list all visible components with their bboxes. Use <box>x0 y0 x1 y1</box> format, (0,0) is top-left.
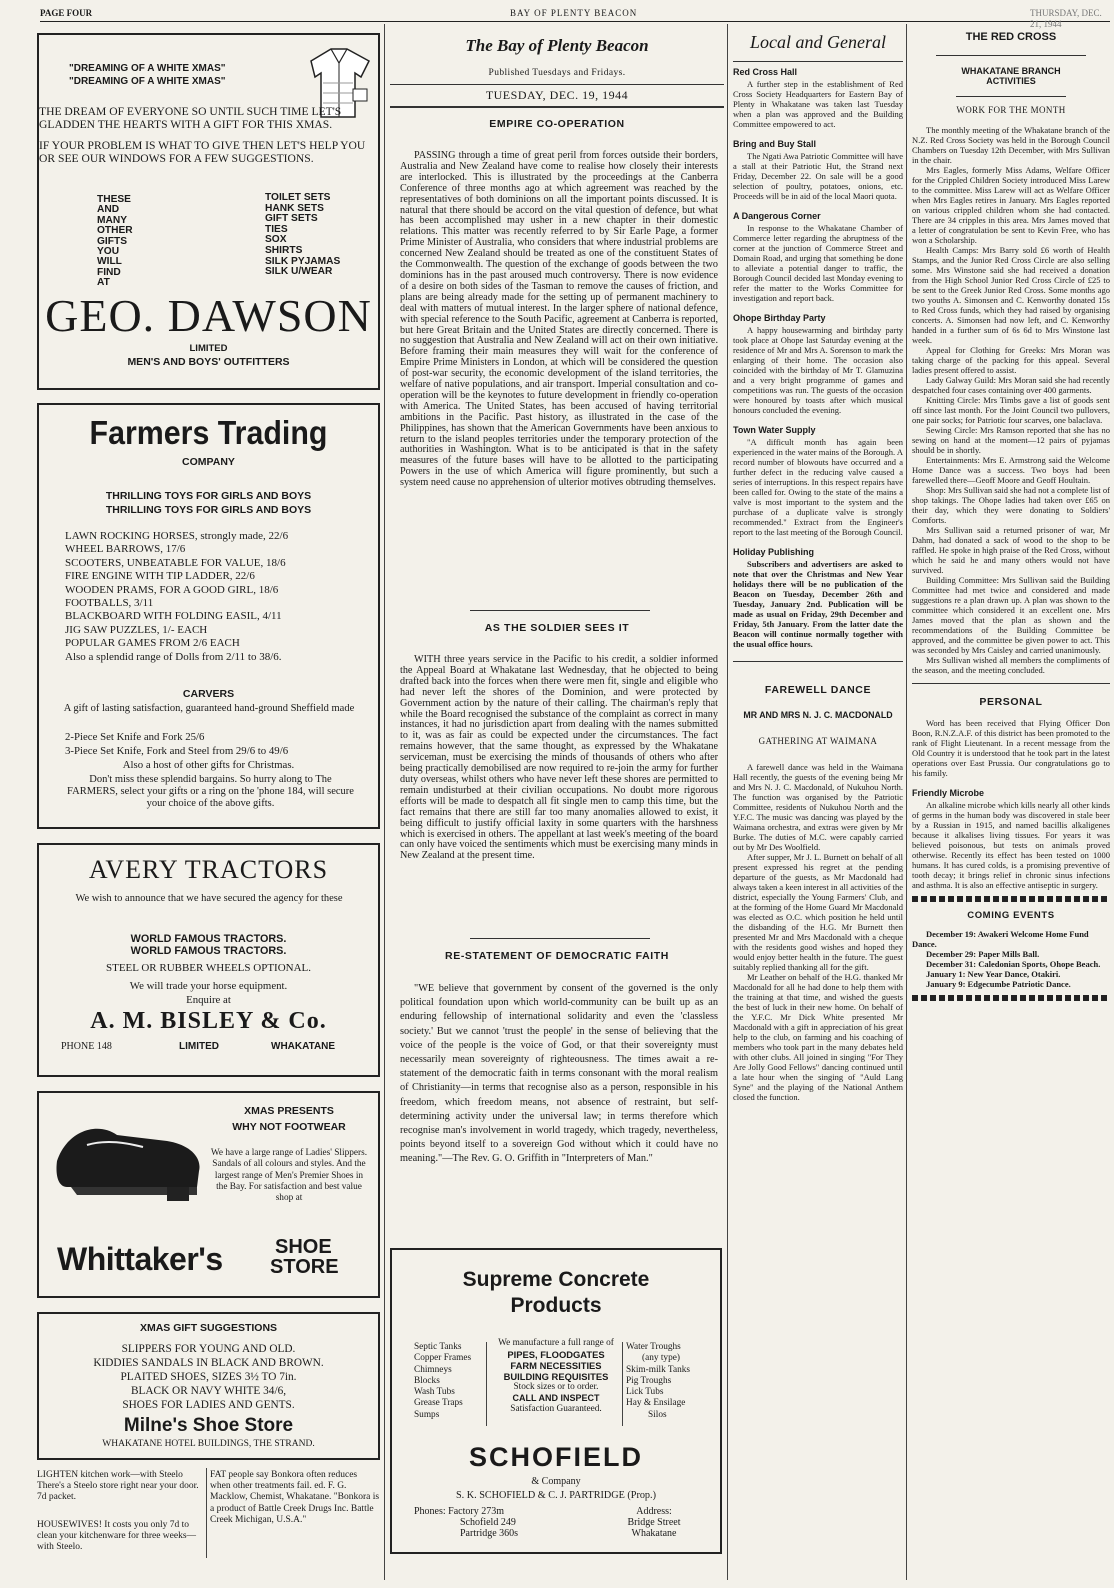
product: Silos <box>648 1409 667 1420</box>
gift-item: SHIRTS <box>265 244 303 256</box>
edition-date: TUESDAY, DEC. 19, 1944 <box>485 88 629 102</box>
red-cross-sub-1: WHAKATANE BRANCH <box>961 66 1061 76</box>
schofield-mid-text: PIPES, FLOODGATES <box>507 1349 605 1360</box>
bisley-phone: PHONE 148 <box>61 1041 112 1052</box>
event-item: January 1: New Year Dance, Otakiri. <box>926 969 1061 979</box>
schofield-right-list <box>626 1342 690 1421</box>
farmers-carvers-2piece: 2-Piece Set Knife and Fork 25/6 <box>65 731 205 743</box>
schofield-name: SCHOFIELD <box>468 1442 643 1472</box>
red-cross-paragraph: Mrs Sullivan said a returned prisoner of war, Mr Dahm, had donated a sack of wood to the shop to be raffled. He spoke in high praise of the Red Cross, without which he said he and many others would not have survived. <box>912 525 1110 575</box>
editorial-heading-empire: EMPIRE CO-OPERATION <box>489 118 625 130</box>
toy-item: LAWN ROCKING HORSES, strongly made, 22/6 <box>65 530 289 542</box>
column-rule <box>956 96 1066 97</box>
ornamental-rule <box>912 995 1110 1001</box>
schofield-mid-text: We manufacture a full range of <box>498 1338 614 1348</box>
product: Septic Tanks <box>414 1342 462 1352</box>
product: Copper Frames <box>414 1353 472 1364</box>
section-rule <box>470 610 650 611</box>
farmers-carvers-intro: A gift of lasting satisfaction, guaranteed hand-ground Sheffield made <box>63 703 355 714</box>
column-rule <box>906 24 907 1580</box>
editorial-empire-body: PASSING through a time of great peril from forces outside their borders, Australia and New Zealand have come to realise how closely their interests are interlocked. This is illustrated by the proceedings at the Canberra Conference of three months ago at which agreement was reached by the representatives of both dominions on all the important points discussed. It is natural that there should be accord on the vital question of defence, but what has been accomplished may usher in a new chapter in their domestic relations. This matter was recently referred to by Sir Earle Page, a former Prime Minister of Australia, who considers that where industrial problems are concerned New Zealand should be treated as one of the constituent States of the Commonwealth. The question of the exchange of goods between the two dominions has in the past aroused much controversy. There is now evidence of a desire on both sides of the Tasman to remove the causes of friction, and plans are being already made for the setting up of permanent machinery to deal with matters of mutual interest. In the larger sphere of national defence, with special reference to the South Pacific, agreement at Canberra is reported, but here Great Britain and the United States are directly concerned. There is no suggestion that Australia and New Zealand will act on their own initiative. Before framing their main measures they will wait for the conference of Empire Prime Ministers in London, at which will be considered the question of post-war security, the economic development of the island territories, the welfare of native populations, and air transport. Imperial consultation and co-operation will be the keynotes to future development in friendly co-operation with America. The United States, has been accused of having territorial ambitions in the Pacific. Past history, as illustrated in the case of the Philippines, has shown that the American Governments have been anxious to return to the island peoples territories under the temporary protection of the authorities in Washington. What is to be anticipated is that in the safety measures of the future bases will have to be allotted to the participating Powers in the use of which America will figure prominently, but such a system need cause no apprehension of ulterior motives obtruding themselves. <box>400 150 718 489</box>
product: Wash Tubs <box>414 1387 455 1398</box>
avery-trade: We will trade your horse equipment. <box>129 980 288 992</box>
milne-line: SHOES FOR LADIES AND GENTS. <box>122 1399 295 1411</box>
left-word: GIFTS <box>97 235 127 247</box>
product: Skim-milk Tanks <box>626 1364 691 1375</box>
news-heading: A Dangerous Corner <box>733 211 821 221</box>
product: Water Troughs <box>626 1342 681 1352</box>
local-and-general-column <box>733 28 903 1573</box>
red-cross-paragraph: Mrs Sullivan wished all members the compliments of the season, and the meeting concluded. <box>912 655 1110 675</box>
farmers-toy-list <box>65 530 288 664</box>
whittaker-store: STORE <box>270 1256 339 1278</box>
whittaker-heading-2: WHY NOT FOOTWEAR <box>232 1121 346 1133</box>
farmers-toys-heading-2: THRILLING TOYS FOR GIRLS AND BOYS <box>105 504 312 516</box>
editorial-heading-soldier: AS THE SOLDIER SEES IT <box>484 622 630 634</box>
farewell-paragraph: After supper, Mr J. L. Burnett on behalf of all present expressed his regret at the pending departure of the guests, as Mr Macdonald had always taken a keen interest in all activities of the district, especially the Young Farmers' Club, and at the forming of the Home Guard Mr Macdonald was elected as O.C. which position he held until the disbanding of the H.G. Mr Burnett then presented Mr and Mrs Macdonald with a cheque with the residents good wishes and hoped they would enjoy better health in the future. The guest suitably replied thanking all for the gift. <box>733 852 903 972</box>
farmers-carvers-heading: CARVERS <box>182 688 235 700</box>
red-cross-paragraph: Entertainments: Mrs E. Armstrong said the Welcome Home Dance was a success. Two boys had been farewelled there—Geoff Moore and Geoff Houltain. <box>912 455 1110 485</box>
schofield-title-1: Supreme Concrete <box>462 1268 650 1291</box>
avery-world-famous-1: WORLD FAMOUS TRACTORS. <box>130 933 287 945</box>
schofield-mid-text: FARM NECESSITIES <box>510 1360 602 1371</box>
avery-enquire: Enquire at <box>186 994 231 1006</box>
ad-schofield-concrete <box>390 1248 722 1554</box>
schofield-divider <box>622 1342 623 1426</box>
product: Chimneys <box>414 1364 452 1375</box>
microbe-body: An alkaline microbe which kills nearly all other kinds of germs in the human body was discovered in stale beer by a Russian in 1915, and named bacillis alkaligenes because it alkalises living tissues. For years it was believed poisonous, but tests on animals proved otherwise. Recently its effect has been tested on 1000 humans. It has cured colds, is a promising preventive of tooth decay; it brings relief in chronic sinus infections and asthma. It is also an effective antiseptic in surgery. <box>912 800 1110 890</box>
product: (any type) <box>642 1353 680 1364</box>
farmers-toys-heading-1: THRILLING TOYS FOR GIRLS AND BOYS <box>105 490 312 502</box>
gift-item: GIFT SETS <box>265 213 318 225</box>
bisley-name: A. M. BISLEY & Co. <box>90 1008 327 1034</box>
ad-milnes-shoe-store <box>37 1312 380 1460</box>
milne-line: SLIPPERS FOR YOUNG AND OLD. <box>121 1343 296 1355</box>
dawson-outfitters: MEN'S AND BOYS' OUTFITTERS <box>127 356 290 368</box>
schofield-divider <box>486 1342 487 1426</box>
toy-item: Also a splendid range of Dolls from 2/11 to 38/6. <box>65 650 282 663</box>
shoe-illustration <box>47 1101 207 1211</box>
farmers-other-gifts: Also a host of other gifts for Christmas. <box>122 759 295 771</box>
red-cross-paragraph: Shop: Mrs Sullivan said she had not a complete list of shop takings. The Ohope ladies had taken over £65 on their day, which they were donating to Soldiers' Comforts. <box>912 485 1110 525</box>
personal-heading: PERSONAL <box>979 696 1043 708</box>
address-line: Address: <box>636 1506 672 1517</box>
section-rule <box>470 938 650 939</box>
red-cross-paragraph: Lady Galway Guild: Mrs Moran said she had recently despatched four cases containing over 400 garments. <box>912 375 1110 395</box>
column-rule <box>936 55 1086 56</box>
news-body: The Ngati Awa Patriotic Committee will have a stall at their Patriotic Hut, the Strand next Friday, December 22. On sale will be a good selection of poultry, potatoes, onions, etc. Proceeds will be in aid of the local Maori quota. <box>733 151 903 201</box>
toy-item: SCOOTERS, UNBEATABLE FOR VALUE, 18/6 <box>65 556 286 569</box>
dawson-left-words <box>97 195 133 289</box>
milne-title: XMAS GIFT SUGGESTIONS <box>139 1322 278 1334</box>
dawson-intro: THE DREAM OF EVERYONE SO UNTIL SUCH TIME LET'S GLADDEN THE HEARTS WITH A GIFT FOR THIS XMAS. <box>39 105 342 131</box>
ad-geo-dawson <box>37 33 380 390</box>
dawson-limited: LIMITED <box>189 343 228 354</box>
coming-events-list <box>912 929 1110 989</box>
milne-name: Milne's Shoe Store <box>123 1415 294 1436</box>
header-corner-date: THURSDAY, DEC. 21, 1944 <box>1030 8 1102 29</box>
ad-whittakers-shoe-store <box>37 1091 380 1298</box>
phone-line: Partridge 360s <box>460 1528 519 1540</box>
red-cross-paragraph: The monthly meeting of the Whakatane branch of the N.Z. Red Cross Society was held in the Borough Council Chambers on Tuesday 12th December, with Mrs Sullivan in the chair. <box>912 125 1110 165</box>
personal-body: Word has been received that Flying Officer Don Boon, R.N.Z.A.F. of this district has been promoted to the rank of Flight Lieutenant. In a recent message from the Old Country it is understood that he took part in the latest operations over East Prussia. Our congratulations go to his family. <box>912 718 1110 778</box>
product: Hay & Ensilage <box>626 1398 686 1409</box>
red-cross-sub-3: WORK FOR THE MONTH <box>956 105 1066 115</box>
farmers-closing: Don't miss these splendid bargains. So hurry along to The FARMERS, select your gifts or a ring on the 'phone 184, will secure your choice of the above gifts. <box>67 774 354 810</box>
news-heading: Town Water Supply <box>733 425 816 435</box>
event-item: December 31: Caledonian Sports, Ohope Beach. <box>926 959 1101 969</box>
toy-item: JIG SAW PUZZLES, 1/- EACH <box>65 623 208 636</box>
small-ad-divider <box>206 1468 207 1558</box>
editorial-heading-democratic: RE-STATEMENT OF DEMOCRATIC FAITH <box>445 950 669 962</box>
farewell-heading: FAREWELL DANCE <box>764 684 872 696</box>
product: Pig Troughs <box>626 1375 672 1386</box>
bonkora-ad: FAT people say Bonkora often reduces when other treatments fail. ed. F. G. Macklow, Chemist, Whakatane. "Bonkora is a product of Battle Creek Drugs Inc. Battle Creek Michigan, U.S.A." <box>210 1470 380 1525</box>
gift-item: SOX <box>265 234 287 246</box>
news-heading: Red Cross Hall <box>733 67 798 77</box>
dawson-tagline-1: "DREAMING OF A WHITE XMAS" <box>69 63 226 74</box>
left-word: AND <box>97 204 120 216</box>
schofield-phones <box>414 1506 518 1540</box>
milne-line: BLACK OR NAVY WHITE 34/6, <box>130 1385 287 1397</box>
farmers-carvers-3piece: 3-Piece Set Knife, Fork and Steel from 29/6 to 49/6 <box>65 745 289 757</box>
schofield-middle <box>490 1338 622 1415</box>
gift-item: SILK PYJAMAS <box>265 255 341 267</box>
ornamental-rule <box>912 896 1110 902</box>
schofield-mid-text: BUILDING REQUISITES <box>503 1371 609 1382</box>
avery-title: AVERY TRACTORS <box>88 855 329 884</box>
news-heading: Ohope Birthday Party <box>733 313 826 323</box>
red-cross-paragraph: Health Camps: Mrs Barry sold £6 worth of Health Stamps, and the Junior Red Cross Circle are also selling some. Mrs Winstone said she had received a donation from the High School Junior Red Cross Circle of £25 to be sent to the Greek Junior Red Cross. Some months ago two youths A. Simonsen and C. Kenworthy donated 15s to Red Cross funds, which they had raised by organising concerts. A. Simonsen had now left, and C. Kenworthy handed in a further sum of 6s 6d to Mrs Winstone last week. <box>912 245 1110 345</box>
address-line: Bridge Street <box>627 1517 681 1529</box>
dawson-store-name: GEO. DAWSON <box>45 290 372 341</box>
left-word: THESE <box>97 194 131 205</box>
editorial-soldier-body: WITH three years service in the Pacific to his credit, a soldier informed the Appeal Board at Whakatane last Wednesday, that he objected to being drafted back into the forces when there were men fit, single and eligible who had never left the shores of the Dominion, and were protected by Government action by the nature of their calling. The chairman's reply that while the Board recognised the substance of the complaint as correct in many instances, it had no jurisdiction apart from dealing with the names submitted to it, was as fair as could be expected under the circumstances. The fact remains however, that the same thought, as expressed by the Whakatane serviceman, must be exercising the minds of thousands of others who after being practically demobilised are now required to re-join the army for further duty overseas, whilst others who have never left these shores are permitted to remain undisturbed at their civilian occupations. No doubt more rigorous efforts will be made to despatch all fit single men to camp this time, but the fact remains that there are still far too many anomalies allowed to exist, it being difficult to justify official laxity in some quarters with the harshness which is exercised in others. The appellant at last week's meeting of the board can only have voiced the sentiments which must be exercising many minds in New Zealand at the present time. <box>400 654 718 862</box>
farewell-paragraph: A farewell dance was held in the Waimana Hall recently, the guests of the evening being Mr and Mrs N. J. C. Macdonald, of Nukuhou North. The function was organised by the Patriotic Committee, residents of Nukuhou North and the Y.F.C. The music was dancing was played by the Waimana orchestra, and extras were given by Mr Burke. The duties of M.C. were capably carried out by Mr Des Woolfield. <box>733 762 903 852</box>
ad-avery-tractors <box>37 843 380 1077</box>
product: Grease Traps <box>414 1398 463 1409</box>
farewell-subheading-2: GATHERING AT WAIMANA <box>758 736 878 746</box>
column-rule <box>384 24 385 1580</box>
gift-item: TOILET SETS <box>265 192 331 203</box>
toy-item: WOODEN PRAMS, FOR A GOOD GIRL, 18/6 <box>65 583 279 596</box>
news-heading: Bring and Buy Stall <box>733 139 817 149</box>
editorial-masthead <box>390 28 724 108</box>
page-number: PAGE FOUR <box>40 8 93 18</box>
bisley-limited: LIMITED <box>179 1041 219 1052</box>
bisley-town: WHAKATANE <box>271 1041 336 1052</box>
avery-announce: We wish to announce that we have secured the agency for these <box>75 893 343 904</box>
red-cross-title: THE RED CROSS <box>965 31 1057 43</box>
milne-line: PLAITED SHOES, SIZES 3½ TO 7in. <box>120 1371 297 1383</box>
avery-world-famous-2: WORLD FAMOUS TRACTORS. <box>130 945 287 957</box>
toy-item: POPULAR GAMES FROM 2/6 EACH <box>65 637 240 650</box>
toy-item: FOOTBALLS, 3/11 <box>65 597 154 610</box>
steelo-ad-1: LIGHTEN kitchen work—with Steelo There's a Steelo store right near your door. 7d packet. <box>37 1470 199 1503</box>
news-body: "A difficult month has again been experienced in the water mains of the Borough. A record number of blowouts have occurred and a further defect in the reducing valve caused a series of interruptions. In this respect repairs have been called for. Owing to the state of the mains a valve is most important to the system and the purchase of a duplicate valve is strongly recommended." Extract from the Engineer's report to the last meeting of the Borough Council. <box>733 437 903 537</box>
milne-address: WHAKATANE HOTEL BUILDINGS, THE STRAND. <box>102 1439 315 1449</box>
news-heading: Holiday Publishing <box>733 547 815 557</box>
schofield-mid-text: Satisfaction Guaranteed. <box>510 1404 602 1414</box>
news-body: A further step in the establishment of Red Cross Society Headquarters for Eastern Bay of Plenty in Whakatane was taken last Tuesday when a plan was approved and the Building Committee empowered to act. <box>733 79 903 129</box>
left-word: OTHER <box>97 225 133 237</box>
schofield-mid-text: CALL AND INSPECT <box>512 1393 600 1403</box>
left-word: MANY <box>97 214 127 226</box>
gift-item: HANK SETS <box>265 202 324 214</box>
editorial-democratic-body: "WE believe that government by consent of the governed is the only political foundation upon which world-community can be built up as an enduring fellowship of international solidarity and even the 'classless society.' But we cannot 'trust the people' in the sense of believing that the voice of the people is the voice of God, or that their sovereignty must necessarily mean sovereignty of righteousness. The times await a re-statement of the democratic faith in terms consonant with the moral realism of Christianity—in terms that recognise also as a person, responsible in his freedom, which freedom means, not absence of restraint, but self-determining activity under the universal law; in terms therefore which recognise man's involvement in world tragedy, which tragedy, nevertheless, points beyond itself to a sovereign God without which it could have no meaning."—The Rev. G. O. Griffith in "Interpreters of Man." <box>400 983 718 1165</box>
schofield-proprietors: S. K. SCHOFIELD & C. J. PARTRIDGE (Prop.) <box>456 1490 656 1501</box>
column-rule <box>733 661 903 662</box>
schofield-address <box>604 1506 704 1540</box>
red-cross-paragraph: Sewing Circle: Mrs Ramson reported that she has no sewing on hand at the moment—12 pairs of pyjamas should be in shortly. <box>912 425 1110 455</box>
masthead-rule <box>390 84 724 85</box>
schofield-title-2: Products <box>510 1294 602 1317</box>
farmers-name: Farmers Trading <box>89 414 328 451</box>
gift-item: TIES <box>265 223 288 235</box>
red-cross-paragraph: Appeal for Clothing for Greeks: Mrs Moran was taking charge of the packing for this appeal. Several ladies present offered to assist. <box>912 345 1110 375</box>
left-word: AT <box>97 277 110 289</box>
local-general-title: Local and General <box>750 32 886 52</box>
column-rule <box>912 683 1110 684</box>
milne-list <box>39 1342 378 1412</box>
farewell-subheading: MR AND MRS N. J. C. MACDONALD <box>743 710 893 720</box>
coming-events-heading: COMING EVENTS <box>967 910 1055 921</box>
steelo-ad-2: HOUSEWIVES! It costs you only 7d to clean your kitchenware for three weeks—with Steelo. <box>37 1520 197 1553</box>
farmers-company: COMPANY <box>182 456 235 468</box>
whittaker-name: Whittaker's <box>57 1241 223 1277</box>
gift-item: SILK U/WEAR <box>265 266 333 278</box>
farewell-paragraph: Mr Leather on behalf of the H.G. thanked Mr Macdonald for all he had done to help them with the training at that time, and wished the guests the best of luck in their new home. On behalf of the Y.F.C. Mr Dick White presented Mr Macdonald with a gift in appreciation of his great help to the club, on farming and his coaching of members who took part in the many debates held with other clubs. All joined in singing "For They Are Jolly Good Fellows" dancing continued until a late hour when the singing of "Auld Lang Syne" and the playing of the National Anthem closed the function. <box>733 972 903 1102</box>
dawson-gift-list <box>265 193 340 278</box>
event-item: December 19: Awakeri Welcome Home Fund Dance. <box>912 929 1089 949</box>
masthead-rule <box>390 106 724 108</box>
publication-days: Published Tuesdays and Fridays. <box>488 68 626 78</box>
red-cross-sub-2: ACTIVITIES <box>986 76 1036 86</box>
microbe-heading: Friendly Microbe <box>912 788 985 798</box>
event-item: January 9: Edgecumbe Patriotic Dance. <box>926 979 1071 989</box>
paper-name: BAY OF PLENTY BEACON <box>510 8 638 18</box>
red-cross-paragraph: Knitting Circle: Mrs Timbs gave a list of goods sent off since last month. For the Joint Council two pullovers, one pair socks; for Patriotic four scarves, one balaclava. <box>912 395 1110 425</box>
left-word: WILL <box>97 256 122 268</box>
phone-line: Phones: Factory 273m <box>414 1506 504 1517</box>
nameplate: The Bay of Plenty Beacon <box>465 36 649 55</box>
red-cross-paragraph: Building Committee: Mrs Sullivan said the Building Committee had met twice and considered and made suggestions re a plan drawn up. A plan was shown to the committee which considered it an excellent one. Mrs James moved that the plan as shown and the recommendations of the Building Committee be approved, and the committee be given power to act. This was seconded by Mrs Caisley and carried unanimously. <box>912 575 1110 655</box>
product: Sumps <box>414 1409 440 1420</box>
whittaker-shoe: SHOE <box>275 1236 332 1258</box>
news-body: In response to the Whakatane Chamber of Commerce letter regarding the abruptness of the corner at the junction of Commerce Street and Domain Road, and urging that something be done to alleviate a potential danger to traffic, the Borough Council decided last Monday evening to refer the matter to the Works Committee for investigation and report back. <box>733 223 903 303</box>
ad-farmers-trading <box>37 403 380 829</box>
dawson-problem: IF YOUR PROBLEM IS WHAT TO GIVE THEN LET'S HELP YOU OR SEE OUR WINDOWS FOR A FEW SUGGESTIONS. <box>39 139 366 165</box>
event-item: December 29: Paper Mills Ball. <box>926 949 1040 959</box>
toy-item: BLACKBOARD WITH FOLDING EASIL, 4/11 <box>65 610 282 623</box>
dawson-tagline-2: "DREAMING OF A WHITE XMAS" <box>69 76 226 87</box>
left-word: YOU <box>97 246 120 258</box>
schofield-left-list <box>414 1342 471 1421</box>
column-rule <box>733 61 903 62</box>
milne-line: KIDDIES SANDALS IN BLACK AND BROWN. <box>93 1357 324 1369</box>
news-body: A happy housewarming and birthday party took place at Ohope last Saturday evening at the residence of Mr and Mrs A. Sorenson to mark the enlarging of their home. The occasion also coincided with the birthday of Mr T. Glamuzina and a very bright programme of games and competitions was run. The guests of the occasion were honoured by toasts after which musical honours concluded the evening. <box>733 325 903 415</box>
red-cross-column <box>912 28 1110 1573</box>
product: Lick Tubs <box>626 1387 664 1398</box>
address-line: Whakatane <box>631 1528 677 1540</box>
whittaker-body: We have a large range of Ladies' Slippers. Sandals of all colours and styles. And the largest range of Men's Premier Shoes in the Bay. For satisfaction and best value shop at <box>210 1148 368 1204</box>
left-word: FIND <box>97 266 121 278</box>
product: Blocks <box>414 1375 440 1386</box>
red-cross-paragraph: Mrs Eagles, formerly Miss Adams, Welfare Officer for the Crippled Children Society introduced Miss Larew to the committee. Miss Larew will act as Welfare Officer when Mrs Eagles retires in January. Mrs Eagles reported on various crippled children whom she had contacted. There are 34 cripples in this area. Mrs James moved that a letter of congratulation be sent to Kevin Free, who has won a Scholarship. <box>912 165 1110 245</box>
page-header <box>40 6 1110 29</box>
column-rule <box>727 24 728 1580</box>
schofield-mid-text: Stock sizes or to order. <box>513 1382 599 1392</box>
schofield-company: & Company <box>531 1476 581 1487</box>
toy-item: FIRE ENGINE WITH TIP LADDER, 22/6 <box>65 570 255 583</box>
news-body: Subscribers and advertisers are asked to note that over the Christmas and New Year holidays there will be no publication of the Beacon on Tuesday, December 26th and Tuesday, January 2nd. Publication will be made as usual on Friday, 29th December and Friday, 5th January. From the latter date the Beacon will continue normally together with the usual office hours. <box>733 559 903 649</box>
whittaker-heading-1: XMAS PRESENTS <box>244 1105 334 1117</box>
avery-wheels: STEEL OR RUBBER WHEELS OPTIONAL. <box>105 962 312 974</box>
toy-item: WHEEL BARROWS, 17/6 <box>65 543 186 556</box>
phone-line: Schofield 249 <box>460 1517 516 1529</box>
